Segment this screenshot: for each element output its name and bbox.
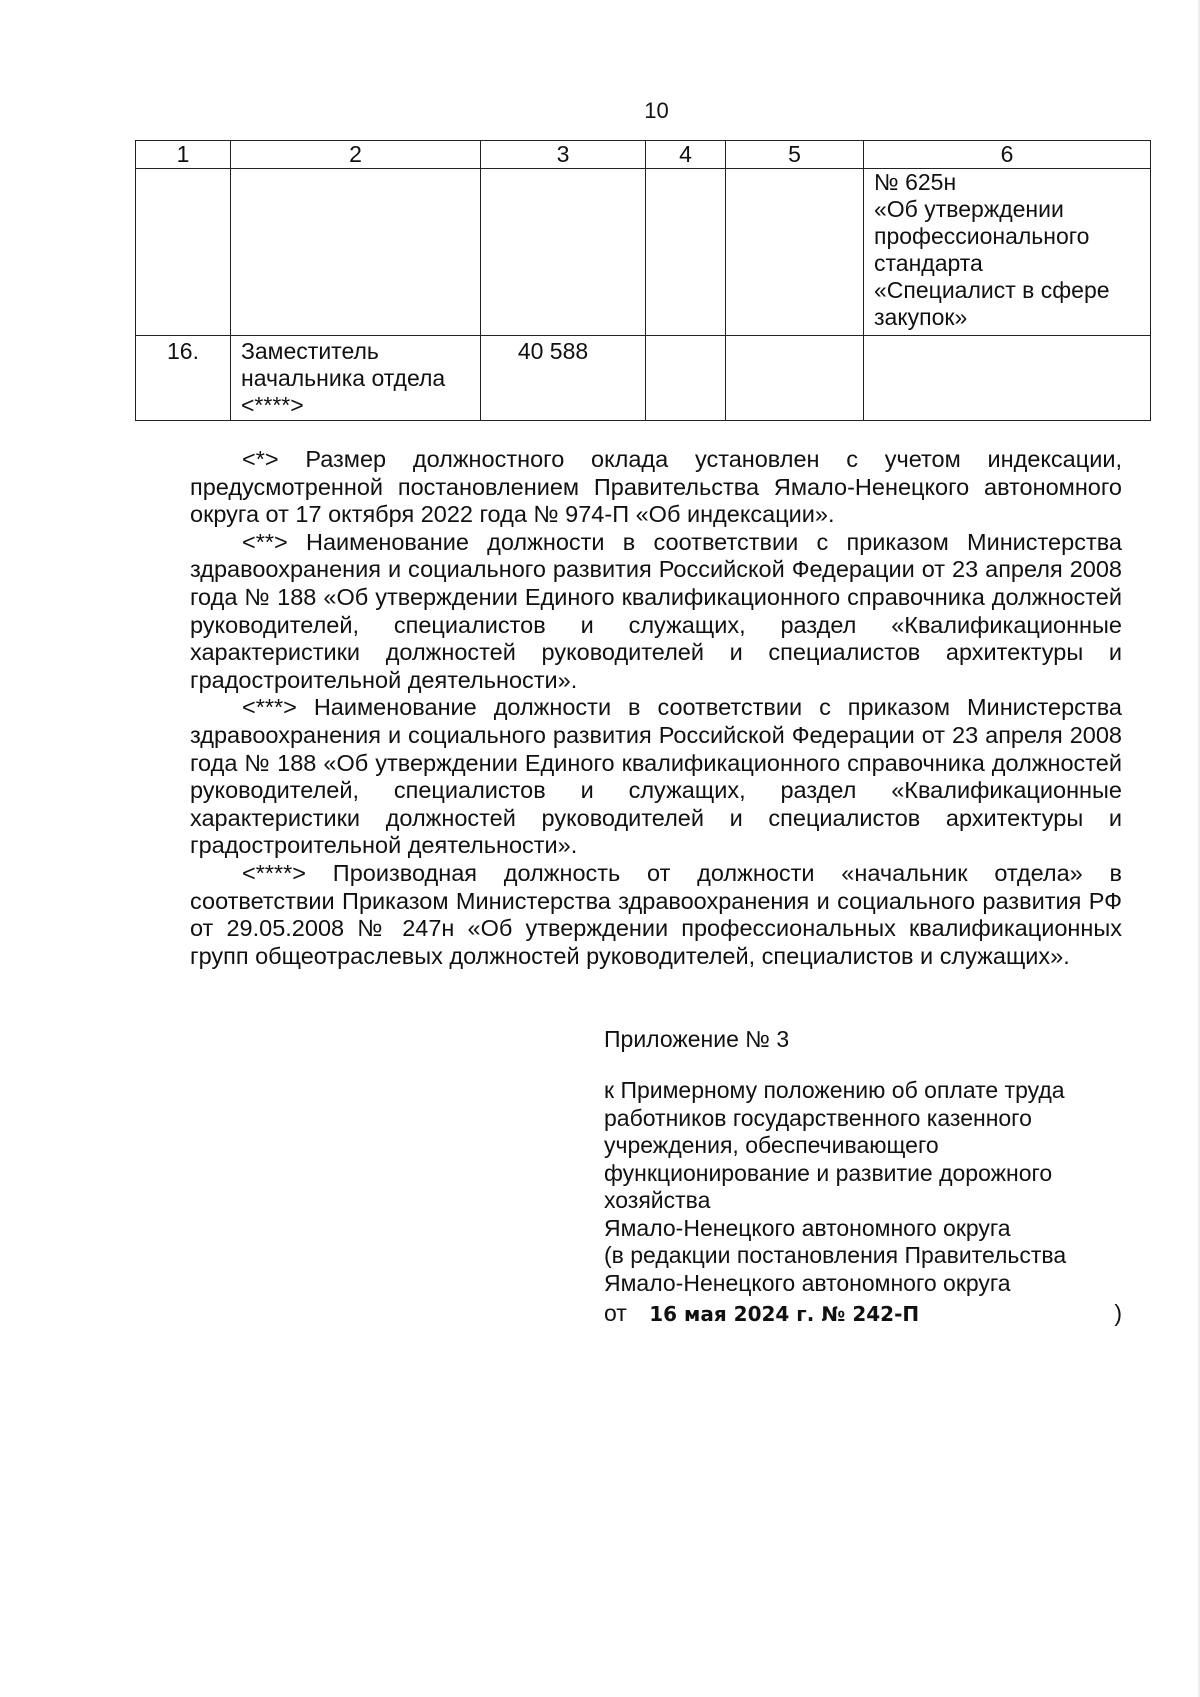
table-cell — [231, 169, 481, 336]
table-cell — [646, 169, 726, 336]
footnotes — [190, 446, 1122, 970]
table-header-cell: 4 — [646, 141, 726, 169]
positions-table — [135, 140, 1151, 421]
appendix-body — [604, 1077, 1124, 1297]
table-cell-position: Заместитель начальника отдела <****> — [231, 336, 481, 421]
table-header-cell: 5 — [726, 141, 864, 169]
table-cell — [864, 336, 1151, 421]
table-cell-regulation: № 625н «Об утверждении профессионального стандарта «Специалист в сфере закупок» — [864, 169, 1151, 336]
date-closing-bracket: ) — [1114, 1300, 1122, 1326]
appendix-line: к Примерному положению об оплате труда — [604, 1077, 1065, 1103]
table-header-cell: 1 — [136, 141, 231, 169]
table-row-16 — [136, 336, 1151, 421]
table-row-continued — [136, 169, 1151, 336]
table-cell — [136, 169, 231, 336]
date-prefix: от — [604, 1300, 627, 1326]
resolution-date-stamp: 16 мая 2024 г. № 242-П — [649, 1302, 920, 1326]
table-header-cell: 2 — [231, 141, 481, 169]
appendix-line: учреждения, обеспечивающего — [604, 1132, 939, 1158]
footnote-2: <**> Наименование должности в соответствии с приказом Министерства здравоохранения и социального развития Российской Федерации от 23 апреля 2008 года № 188 «Об утверждении Единого квалификационного справочника должностей руководителей, специалистов и служащих, раздел «Квалификационные характеристики должностей руководителей и специалистов архитектуры и градостроительной деятельности». — [190, 528, 1122, 693]
table-cell-salary: 40 588 — [481, 336, 646, 421]
appendix-title: Приложение № 3 — [604, 1026, 790, 1052]
table-cell — [646, 336, 726, 421]
appendix-line: (в редакции постановления Правительства — [604, 1242, 1067, 1268]
table-cell — [726, 336, 864, 421]
footnote-1: <*> Размер должностного оклада установлен с учетом индексации, предусмотренной постановлением Правительства Ямало-Ненецкого автономного округа от 17 октября 2022 года № 974-П «Об индексации». — [190, 446, 1122, 528]
appendix-date-line — [604, 1300, 1122, 1328]
appendix-line: функционирование и развитие дорожного — [604, 1159, 1053, 1186]
table-header-row — [136, 141, 1151, 169]
table-header-cell: 6 — [864, 141, 1151, 169]
appendix-line: Ямало-Ненецкого автономного округа — [604, 1269, 1011, 1296]
appendix-line: хозяйства — [604, 1187, 711, 1213]
appendix-line: Ямало-Ненецкого автономного округа — [604, 1214, 1011, 1241]
page-number: 10 — [644, 98, 669, 123]
table-cell-number: 16. — [136, 336, 231, 421]
appendix-line: работников государственного казенного — [604, 1104, 1032, 1131]
table-cell — [481, 169, 646, 336]
table-cell — [726, 169, 864, 336]
footnote-4: <****> Производная должность от должности «начальник отдела» в соответствии Приказом Министерства здравоохранения и социального развития РФ от 29.05.2008 № 247н «Об утверждении профессиональных квалификационных групп общеотраслевых должностей руководителей, специалистов и служащих». — [190, 859, 1122, 969]
footnote-3: <***> Наименование должности в соответствии с приказом Министерства здравоохранения и социального развития Российской Федерации от 23 апреля 2008 года № 188 «Об утверждении Единого квалификационного справочника должностей руководителей, специалистов и служащих, раздел «Квалификационные характеристики должностей руководителей и специалистов архитектуры и градостроительной деятельности». — [190, 694, 1122, 859]
table-header-cell: 3 — [481, 141, 646, 169]
